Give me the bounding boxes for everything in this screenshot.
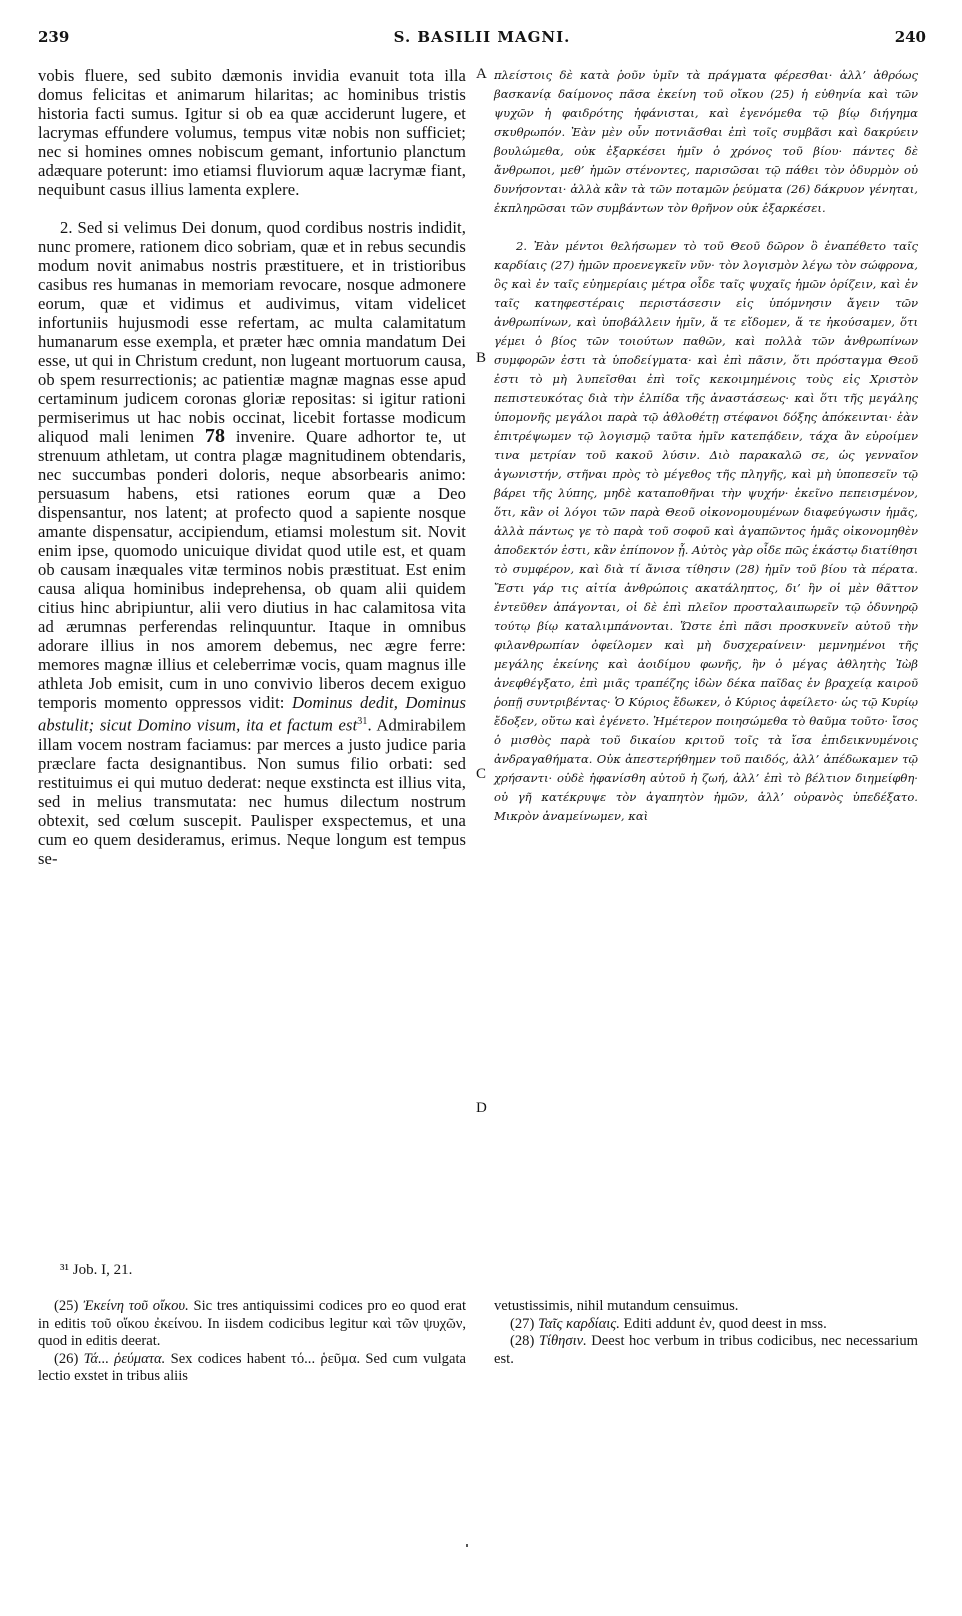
page-number-left: 239	[38, 28, 70, 46]
footnote-ref: 31	[357, 716, 368, 727]
note-25	[38, 1298, 466, 1351]
greek-paragraph-1: πλείστοις δὲ κατὰ ῥοῦν ὑμῖν τὰ πράγματα φέρεσθαι· ἀλλ’ ἀθρόως βασκανίᾳ δαίμονος πᾶσα ἐκείνη τοῦ οἴκου (25) ἡ εὐθηνία καὶ τῶν ψυχῶν ἡ φαιδρότης ἠφάνισται, καὶ ἐγενόμεθα τῷ βίῳ διήγημα σκυθρωπόν. Ἐὰν μὲν οὖν ποτνιᾶσθαι ἐπὶ τοῖς συμβᾶσι καὶ δακρύειν βουλώμεθα, οὐκ ἐξαρκέσει ἡμῖν ὁ χρόνος τοῦ βίου· πάντες δὲ ἄνθρωποι, μεθ’ ἡμῶν στένοντες, παρισῶσαι τῷ πάθει τὸν ὀδυρμὸν οὐ δυνήσονται· ἀλλὰ κἂν τὰ τῶν ποταμῶν ῥεύματα (26) δάκρυον γένηται, ἐκπληρῶσαι τῶν συμβάντων τὸν θρῆνον οὐκ ἐξαρκέσει.	[494, 68, 918, 215]
greek-column	[494, 66, 918, 826]
running-title: S. BASILII MAGNI.	[393, 28, 571, 46]
margin-marker-c: C	[476, 766, 487, 782]
note-27	[494, 1316, 918, 1334]
page-number-right: 240	[894, 28, 926, 46]
notes-right-column	[494, 1298, 918, 1368]
note-text: Editi addunt ἐν, quod deest in mss.	[623, 1315, 827, 1332]
note-number: (28)	[510, 1333, 535, 1350]
greek-paragraph-2: 2. Ἐὰν μέντοι θελήσωμεν τὸ τοῦ Θεοῦ δῶρον ὃ ἐναπέθετο ταῖς καρδίαις (27) ἡμῶν προενεγκεῖν νῦν· τὸν λογισμὸν λέγω τὸν σώφρονα, ὃς καὶ ἐν ταῖς εὐημερίαις μέτρα οἶδε ταῖς ψυχαῖς ἡμῶν ὁρίζειν, καὶ ἐν ταῖς κατηφεστέραις περιστάσεσιν εἰς ὑπόμνησιν ἄγειν τῶν ἀνθρωπίνων, καὶ ὑποβάλλειν ἡμῖν, ἅ τε εἴδομεν, ἅ τε ἠκούσαμεν, ὅτι γέμει ὁ βίος τῶν τοιούτων παθῶν, καὶ πολλὰ τῶν ἀνθρωπίνων συμφορῶν ἐστι τὰ ὑποδείγματα· καὶ ἐπὶ πᾶσιν, ὅτι πρόσταγμα Θεοῦ ἐστι τὸ μὴ λυπεῖσθαι ἐπὶ τοῖς κεκοιμημένοις τοὺς εἰς Χριστὸν πεπιστευκότας διὰ τὴν ἐλπίδα τῆς ἀναστάσεως· καὶ ὅτι τῆς μεγάλης ὑπομονῆς μεγάλοι παρὰ τῷ ἀθλοθέτῃ στέφανοι δόξης ἀπόκεινται· ἐὰν ἐπιτρέψωμεν τῷ λογισμῷ ταῦτα ἡμῖν κατεπᾴδειν, τάχα ἂν εὑροίμεν τινα μετρίαν τοῦ κακοῦ λύσιν. Διὸ παρακαλῶ σε, ὡς γενναῖον ἀγωνιστήν, στῆναι πρὸς τὸ μέγεθος τῆς πληγῆς, καὶ μὴ ὑποπεσεῖν τῷ βάρει τῆς λύπης, μηδὲ καταποθῆναι τὴν ψυχήν· ἐκεῖνο πεπεισμένον, ὅτι, κἂν οἱ λόγοι τῶν παρὰ Θεοῦ οἰκονομουμένων διαφεύγωσιν ἡμᾶς, ἀλλὰ πάντως γε τὸ παρὰ τοῦ σοφοῦ καὶ ἀγαπῶντος ἡμᾶς οἰκονομηθὲν ἀποδεκτόν ἐστι, κἂν ἐπίπονον ᾖ. Αὐτὸς γὰρ οἶδε πῶς ἑκάστῳ διατίθησι τὸ συμφέρον, καὶ διὰ τί ἄνισα τίθησιν (28) ἡμῖν τοῦ βίου τὰ πέρατα. Ἔστι γάρ τις αἰτία ἀνθρώποις ακατάληπτος, δι’ ἣν οἱ μὲν θᾶττον ἐντεῦθεν ἀπάγονται, οἱ δὲ ἐπὶ πλεῖον προσταλαιπωρεῖν τῷ ὀδυνηρῷ τούτῳ βίῳ καταλιμπάνονται. Ὥστε ἐπὶ πᾶσι προσκυνεῖν αὐτοῦ τὴν φιλανθρωπίαν ὀφείλομεν καὶ μὴ δυσχεραίνειν· μεμνημένοι τῆς μεγάλης ἐκείνης καὶ ἀοιδίμου φωνῆς, ἣν ὁ μέγας ἀθλητὴς Ἰὼβ ἀνεφθέγξατο, ἐπὶ μιᾶς τραπέζης ἰδὼν δέκα παῖδας ἐν βραχείᾳ καιροῦ ῥοπῇ συντριβέντας· Ὁ Κύριος ἔδωκεν, ὁ Κύριος ἀφείλετο· ὡς τῷ Κυρίῳ ἔδοξεν, οὕτω καὶ ἐγένετο. Ἡμέτερον ποιησώμεθα τὸ θαῦμα τοῦτο· ἴσος ὁ μισθὸς παρὰ τοῦ δικαίου κριτοῦ τοῖς τὰ ἴσα ἐπιδεικνυμένοις ἀνδραγαθήματα. Οὐκ ἀπεστερήθημεν τοῦ παιδός, ἀλλ’ ἀπέδωκαμεν τῷ χρήσαντι· οὐδὲ ἠφανίσθη αὐτοῦ ἡ ζωή, ἀλλ’ ἐπὶ τὸ βέλτιον διημείφθη· οὐ γῆ κατέκρυψε τὸν ἀγαπητὸν ἡμῶν, ἀλλ’ οὐρανὸς ὑπεδέξατο. Μικρὸν ἀναμείνωμεν, καὶ	[494, 239, 918, 823]
scan-speck	[466, 1544, 468, 1547]
note-28	[494, 1333, 918, 1368]
note-text: Sic tres antiquissimi codices pro eo quod erat in editis τοῦ οἴκου ἐκείνου. In iisdem codicibus legitur καὶ τῶν ψυχῶν, quod in editis deerat.	[38, 1298, 467, 1350]
latin-paragraph-2-end: . Admirabilem illam vocem nostram faciamus: par merces a justo judice paria præclare facta designantibus. Non sumus filio orbati: sed restituimus ei qui mutuo dederat: neque exstincta est illius vita, sed in melius transmutata: nec humus dilectum nostrum obtexit, sed cœlum suscepit. Paulisper exspectemus, et una cum eo quem desideramus, erimus. Neque longum est tempus se-	[38, 715, 466, 868]
note-text: Sex codices habent τό... ῥεῦμα. Sed cum vulgata lectio exstet in tribus aliis	[38, 1350, 466, 1385]
page-header	[38, 28, 926, 52]
note-26	[38, 1351, 466, 1386]
latin-column	[38, 66, 466, 868]
latin-paragraph-1: vobis fluere, sed subito dæmonis invidia evanuit tota illa domus felicitas et animarum hilaritas; ac hominibus tristis historia facti sumus. Igitur si ob ea quæ acciderunt lugere, et lacrymas effundere volumus, tempus vitæ nobis non sufficiet; nec si homines omnes nobiscum gemant, infortunio planctum adæquare poterunt: imo etiamsi fluviorum aquæ lacrymæ fiant, nequibunt casus illius lamenta explere.	[38, 66, 466, 199]
job-quote: Dominus dedit, Dominus abstulit; sicut Domino visum, ita et factum est	[38, 693, 467, 735]
note-text: Deest hoc verbum in tribus codicibus, nec necessarium est.	[494, 1333, 918, 1367]
note-lemma: Ταῖς καρδίαις.	[537, 1315, 620, 1332]
note-number: (27)	[510, 1315, 535, 1332]
note-lemma: Ἐκείνη τοῦ οἴκου.	[83, 1298, 189, 1314]
note-26-continued: vetustissimis, nihil mutandum censuimus.	[494, 1298, 739, 1314]
margin-marker-a: A	[476, 66, 487, 82]
note-number: (26)	[54, 1350, 79, 1367]
note-lemma: Τά... ῥεύματα.	[83, 1350, 166, 1367]
note-number: (25)	[54, 1298, 79, 1314]
scripture-footnote: ³¹ Job. I, 21.	[60, 1262, 133, 1278]
notes-left-column	[38, 1298, 466, 1386]
latin-paragraph-2-text: 2. Sed si velimus Dei donum, quod cordibus nostris indidit, nunc promere, rationem dico sobriam, quæ et in rebus secundis modum novit animabus nostris præstituere, et in tristioribus casibus res humanas in memoriam revocare, nosque admonere eorum, quæ et vidimus et audivimus, vitam videlicet infortuniis hujusmodi esse refertam, ac multa calamitatum humanarum esse exempla, et præter hæc omnia mandatum Dei esse, ut qui in Christum credunt, non lugeant mortuorum causa, ob spem resurrectionis; ac patientiæ magnæ magnas esse apud certaminum judicem coronas gloriæ repositas: si igitur rationi permiserimus ut hac nobis occinat, licebit fortasse modicum aliquod mali lenimen	[38, 218, 466, 446]
margin-marker-b: B	[476, 350, 487, 366]
latin-paragraph-2-cont: invenire. Quare adhortor te, ut strenuum athletam, ut contra plagæ magnitudinem obtendaris, nec succumbas ponderi doloris, neque absorbearis animo: persuasum habens, etsi rationes eorum quæ a Deo dispensantur, nos latent; at profecto quod a sapiente nosque amante dispensatur, accipiendum, etiamsi molestum sit. Novit enim ipse, quomodo unicuique dividat quod utile est, et quam ob causam inæquales vitæ terminos nobis præstituat. Est enim causa aliqua hominibus indeprehensa, ob quam alii quidem citius hinc abripiuntur, alii vero diutius in hac calamitosa vita ad ærumnas perferendas relinquuntur. Itaque in omnibus adorare illius in nos amorem debemus, nec ægre ferre: memores magnæ illius et celeberrimæ vocis, quam magnus ille athleta Job emisit, cum in uno convivio liberos decem exiguo temporis momento oppressos vidit:	[38, 427, 467, 712]
note-lemma: Τίθησιν.	[538, 1333, 587, 1350]
latin-paragraph-2	[38, 218, 466, 868]
margin-marker-d: D	[476, 1100, 487, 1116]
page-break-number: 78	[204, 425, 226, 447]
